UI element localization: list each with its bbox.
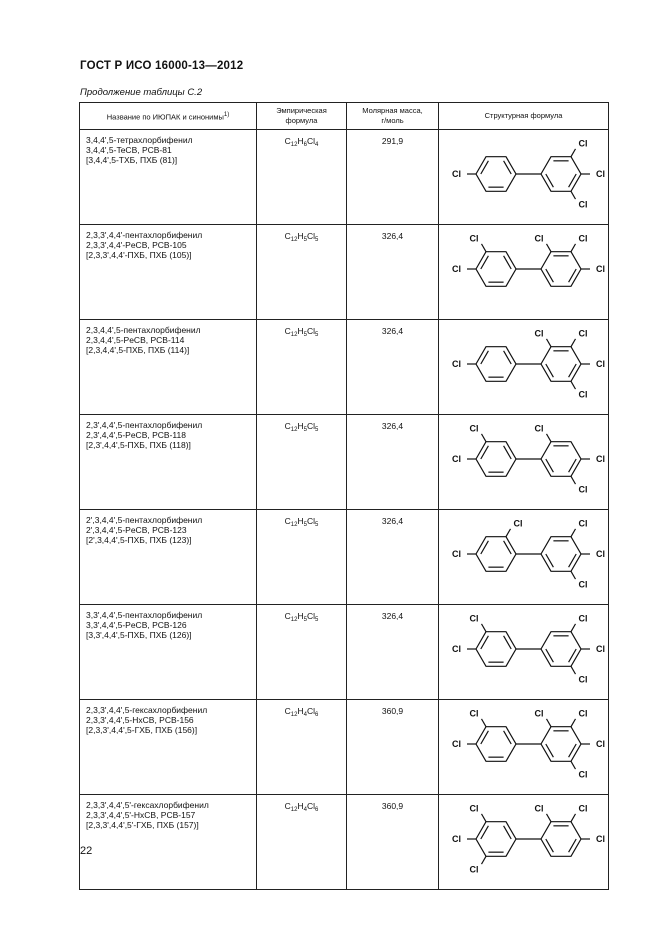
chlorine-bond <box>571 529 576 537</box>
chlorine-label: Cl <box>578 579 588 590</box>
chlorine-label: Cl <box>578 708 588 719</box>
cell-structure <box>439 795 609 890</box>
cell-structure <box>439 130 609 225</box>
formula-element-c: C <box>284 136 291 146</box>
cell-structure <box>439 510 609 605</box>
benzene-ring-right <box>541 252 581 287</box>
chlorine-bond <box>482 719 487 727</box>
chlorine-bond <box>547 814 552 822</box>
benzene-ring-left <box>476 537 516 572</box>
formula-element-c: C <box>284 706 291 716</box>
formula-count-h: 5 <box>303 617 307 623</box>
header-name <box>80 103 257 130</box>
iupac-name: 2,3,4,4',5-пентахлорбифенил <box>86 325 201 335</box>
chlorine-label: Cl <box>578 389 588 400</box>
formula-count-cl: 5 <box>315 522 319 528</box>
formula-count-cl: 6 <box>315 712 319 718</box>
table-header-row <box>80 103 609 130</box>
header-name-label: Название по ИЮПАК и синонимы <box>106 112 224 122</box>
synonym: [2,3,3',4,4',5-ГХБ, ПХБ (156)] <box>86 725 198 735</box>
header-structure <box>439 103 609 130</box>
header-formula-line2: формула <box>285 116 318 125</box>
chlorine-bond <box>547 434 552 442</box>
synonym: 3,3',4,4',5-PeCB, PCB-126 <box>86 620 187 630</box>
chlorine-bond <box>571 381 576 389</box>
chlorine-bond <box>571 339 576 347</box>
chlorine-bond <box>571 476 576 484</box>
benzene-ring-left <box>476 442 516 477</box>
chlorine-label: Cl <box>596 834 605 844</box>
chlorine-bond <box>482 624 487 632</box>
cell-formula <box>257 320 347 415</box>
table-row <box>80 700 609 795</box>
chlorine-label: Cl <box>452 739 461 749</box>
structural-formula <box>440 321 608 407</box>
chlorine-bond <box>571 149 576 157</box>
chlorine-bond <box>506 529 511 537</box>
cell-name <box>80 225 257 320</box>
synonym: 2,3,4,4',5-PeCB, PCB-114 <box>86 335 185 345</box>
iupac-name: 2,3',4,4',5-пентахлорбифенил <box>86 420 203 430</box>
formula-element-h: H <box>297 231 304 241</box>
cell-formula <box>257 225 347 320</box>
synonym: 2,3,3',4,4'-PeCB, PCB-105 <box>86 240 187 250</box>
formula-element-c: C <box>284 231 291 241</box>
header-mass-line2: г/моль <box>381 116 404 125</box>
chlorine-label: Cl <box>452 549 461 559</box>
chlorine-label: Cl <box>578 233 588 244</box>
synonym: [2,3',4,4',5-ПХБ, ПХБ (118)] <box>86 440 191 450</box>
cell-name <box>80 510 257 605</box>
benzene-ring-left <box>476 347 516 382</box>
cell-formula <box>257 415 347 510</box>
iupac-name: 2',3,4,4',5-пентахлорбифенил <box>86 515 203 525</box>
synonym: 2,3',4,4',5-PeCB, PCB-118 <box>86 430 186 440</box>
chlorine-bond <box>571 666 576 674</box>
formula-count-cl: 4 <box>315 142 319 148</box>
formula-element-c: C <box>284 611 291 621</box>
header-mass-line1: Молярная масса, <box>362 106 423 115</box>
formula-element-c: C <box>284 421 291 431</box>
cell-molar-mass: 326,4 <box>347 415 439 510</box>
benzene-ring-left <box>476 727 516 762</box>
iupac-name: 2,3,3',4,4',5-гексахлорбифенил <box>86 705 208 715</box>
chlorine-bond <box>571 571 576 579</box>
benzene-ring-right <box>541 157 581 192</box>
cell-structure <box>439 605 609 700</box>
structural-formula <box>440 701 608 787</box>
formula-element-h: H <box>297 136 304 146</box>
cell-name <box>80 130 257 225</box>
cell-formula <box>257 510 347 605</box>
synonym: [3,3',4,4',5-ПХБ, ПХБ (126)] <box>86 630 192 640</box>
formula-element-c: C <box>284 801 291 811</box>
chlorine-label: Cl <box>578 328 588 339</box>
synonym: [2,3,4,4',5-ПХБ, ПХБ (114)] <box>86 345 190 355</box>
cell-structure <box>439 700 609 795</box>
formula-count-c: 12 <box>290 427 298 433</box>
chlorine-bond <box>571 719 576 727</box>
cell-formula <box>257 605 347 700</box>
chlorine-label: Cl <box>596 644 605 654</box>
chlorine-label: Cl <box>578 613 588 624</box>
formula-element-h: H <box>297 801 304 811</box>
chlorine-label: Cl <box>452 169 461 179</box>
structural-formula <box>440 796 608 882</box>
benzene-ring-left <box>476 157 516 192</box>
chlorine-label: Cl <box>596 549 605 559</box>
cell-molar-mass: 360,9 <box>347 795 439 890</box>
cell-name <box>80 700 257 795</box>
cell-formula <box>257 700 347 795</box>
chlorine-bond <box>571 624 576 632</box>
formula-count-c: 12 <box>290 617 298 623</box>
formula-count-c: 12 <box>290 712 298 718</box>
chlorine-label: Cl <box>578 484 588 495</box>
table-continuation-caption: Продолжение таблицы С.2 <box>80 87 203 98</box>
chlorine-bond <box>547 244 552 252</box>
formula-count-h: 5 <box>303 427 307 433</box>
cell-name <box>80 320 257 415</box>
structural-formula <box>440 131 608 217</box>
chlorine-bond <box>547 719 552 727</box>
chlorine-bond <box>482 434 487 442</box>
table-row <box>80 795 609 890</box>
header-formula <box>257 103 347 130</box>
chlorine-bond <box>547 339 552 347</box>
chlorine-label: Cl <box>469 613 479 624</box>
cell-structure <box>439 320 609 415</box>
benzene-ring-left <box>476 822 516 857</box>
header-formula-line1: Эмпирическая <box>276 106 327 115</box>
cell-structure <box>439 225 609 320</box>
synonym: [3,4,4',5-ТХБ, ПХБ (81)] <box>86 155 178 165</box>
formula-element-cl: Cl <box>306 516 315 526</box>
chlorine-label: Cl <box>596 739 605 749</box>
cell-name <box>80 415 257 510</box>
formula-element-h: H <box>297 326 304 336</box>
page-number: 22 <box>80 845 93 857</box>
table-row <box>80 320 609 415</box>
cell-formula <box>257 130 347 225</box>
chlorine-label: Cl <box>578 674 588 685</box>
cell-name <box>80 605 257 700</box>
formula-element-cl: Cl <box>306 421 315 431</box>
formula-element-cl: Cl <box>306 136 315 146</box>
benzene-ring-left <box>476 632 516 667</box>
structural-formula <box>440 606 608 692</box>
cell-formula <box>257 795 347 890</box>
chlorine-label: Cl <box>469 233 479 244</box>
cell-molar-mass: 326,4 <box>347 320 439 415</box>
chlorine-bond <box>482 856 487 864</box>
chlorine-label: Cl <box>452 644 461 654</box>
formula-element-cl: Cl <box>306 231 315 241</box>
formula-count-c: 12 <box>290 522 298 528</box>
chlorine-bond <box>571 244 576 252</box>
synonym: 2,3,3',4,4',5'-HxCB, PCB-157 <box>86 810 196 820</box>
chlorine-label: Cl <box>534 423 544 434</box>
chlorine-label: Cl <box>534 708 544 719</box>
formula-count-h: 5 <box>303 522 307 528</box>
chlorine-label: Cl <box>578 518 588 529</box>
formula-count-h: 5 <box>303 332 307 338</box>
chlorine-label: Cl <box>469 423 479 434</box>
chlorine-label: Cl <box>596 454 605 464</box>
header-mass <box>347 103 439 130</box>
chlorine-label: Cl <box>452 359 461 369</box>
formula-count-c: 12 <box>290 332 298 338</box>
chlorine-bond <box>482 814 487 822</box>
chlorine-label: Cl <box>469 803 479 814</box>
formula-element-cl: Cl <box>306 801 315 811</box>
synonym: [2',3,4,4',5-ПХБ, ПХБ (123)] <box>86 535 192 545</box>
benzene-ring-right <box>541 632 581 667</box>
formula-element-c: C <box>284 516 291 526</box>
formula-count-h: 4 <box>303 807 307 813</box>
formula-count-h: 5 <box>303 237 307 243</box>
chlorine-label: Cl <box>452 454 461 464</box>
cell-molar-mass: 326,4 <box>347 510 439 605</box>
cell-structure <box>439 415 609 510</box>
synonym: 2',3,4,4',5-PeCB, PCB-123 <box>86 525 187 535</box>
chlorine-label: Cl <box>596 359 605 369</box>
chlorine-bond <box>571 761 576 769</box>
cell-molar-mass: 291,9 <box>347 130 439 225</box>
cell-molar-mass: 326,4 <box>347 605 439 700</box>
iupac-name: 3,3',4,4',5-пентахлорбифенил <box>86 610 203 620</box>
document-title: ГОСТ Р ИСО 16000-13—2012 <box>80 60 244 72</box>
header-structure-label: Структурная формула <box>484 111 563 120</box>
chlorine-bond <box>482 244 487 252</box>
formula-count-c: 12 <box>290 807 298 813</box>
table-row <box>80 130 609 225</box>
formula-count-h: 6 <box>303 142 307 148</box>
formula-count-cl: 5 <box>315 427 319 433</box>
chlorine-label: Cl <box>596 169 605 179</box>
formula-element-h: H <box>297 706 304 716</box>
benzene-ring-right <box>541 822 581 857</box>
chlorine-bond <box>571 191 576 199</box>
pcb-table <box>79 102 609 890</box>
iupac-name: 2,3,3',4,4',5'-гексахлорбифенил <box>86 800 209 810</box>
formula-element-h: H <box>297 611 304 621</box>
benzene-ring-right <box>541 537 581 572</box>
table-row <box>80 415 609 510</box>
table-row <box>80 605 609 700</box>
chlorine-label: Cl <box>452 834 461 844</box>
formula-element-cl: Cl <box>306 326 315 336</box>
formula-element-c: C <box>284 326 291 336</box>
table-row <box>80 225 609 320</box>
formula-count-cl: 6 <box>315 807 319 813</box>
header-name-footnote: 1) <box>223 111 230 118</box>
benzene-ring-right <box>541 727 581 762</box>
cell-molar-mass: 326,4 <box>347 225 439 320</box>
chlorine-label: Cl <box>578 199 588 210</box>
synonym: [2,3,3',4,4',5'-ГХБ, ПХБ (157)] <box>86 820 199 830</box>
formula-element-h: H <box>297 516 304 526</box>
iupac-name: 3,4,4',5-тетрахлорбифенил <box>86 135 193 145</box>
cell-name <box>80 795 257 890</box>
synonym: 3,4,4',5-TeCB, PCB-81 <box>86 145 172 155</box>
formula-element-cl: Cl <box>306 706 315 716</box>
structural-formula <box>440 226 608 312</box>
formula-count-c: 12 <box>290 237 298 243</box>
formula-count-cl: 5 <box>315 237 319 243</box>
formula-count-cl: 5 <box>315 332 319 338</box>
chlorine-bond <box>571 814 576 822</box>
chlorine-label: Cl <box>578 138 588 149</box>
chlorine-label: Cl <box>513 518 523 529</box>
formula-element-cl: Cl <box>306 611 315 621</box>
formula-count-h: 4 <box>303 712 307 718</box>
chlorine-label: Cl <box>452 264 461 274</box>
structural-formula <box>440 511 608 597</box>
iupac-name: 2,3,3',4,4'-пентахлорбифенил <box>86 230 203 240</box>
structural-formula <box>440 416 608 502</box>
chlorine-label: Cl <box>596 264 605 274</box>
synonym: 2,3,3',4,4',5-HxCB, PCB-156 <box>86 715 194 725</box>
benzene-ring-right <box>541 347 581 382</box>
chlorine-label: Cl <box>469 864 479 875</box>
benzene-ring-right <box>541 442 581 477</box>
chlorine-label: Cl <box>534 803 544 814</box>
synonym: [2,3,3',4,4'-ПХБ, ПХБ (105)] <box>86 250 192 260</box>
formula-count-cl: 5 <box>315 617 319 623</box>
chlorine-label: Cl <box>578 803 588 814</box>
table-row <box>80 510 609 605</box>
chlorine-label: Cl <box>534 328 544 339</box>
chlorine-label: Cl <box>578 769 588 780</box>
benzene-ring-left <box>476 252 516 287</box>
chlorine-label: Cl <box>534 233 544 244</box>
formula-count-c: 12 <box>290 142 298 148</box>
chlorine-label: Cl <box>469 708 479 719</box>
cell-molar-mass: 360,9 <box>347 700 439 795</box>
formula-element-h: H <box>297 421 304 431</box>
